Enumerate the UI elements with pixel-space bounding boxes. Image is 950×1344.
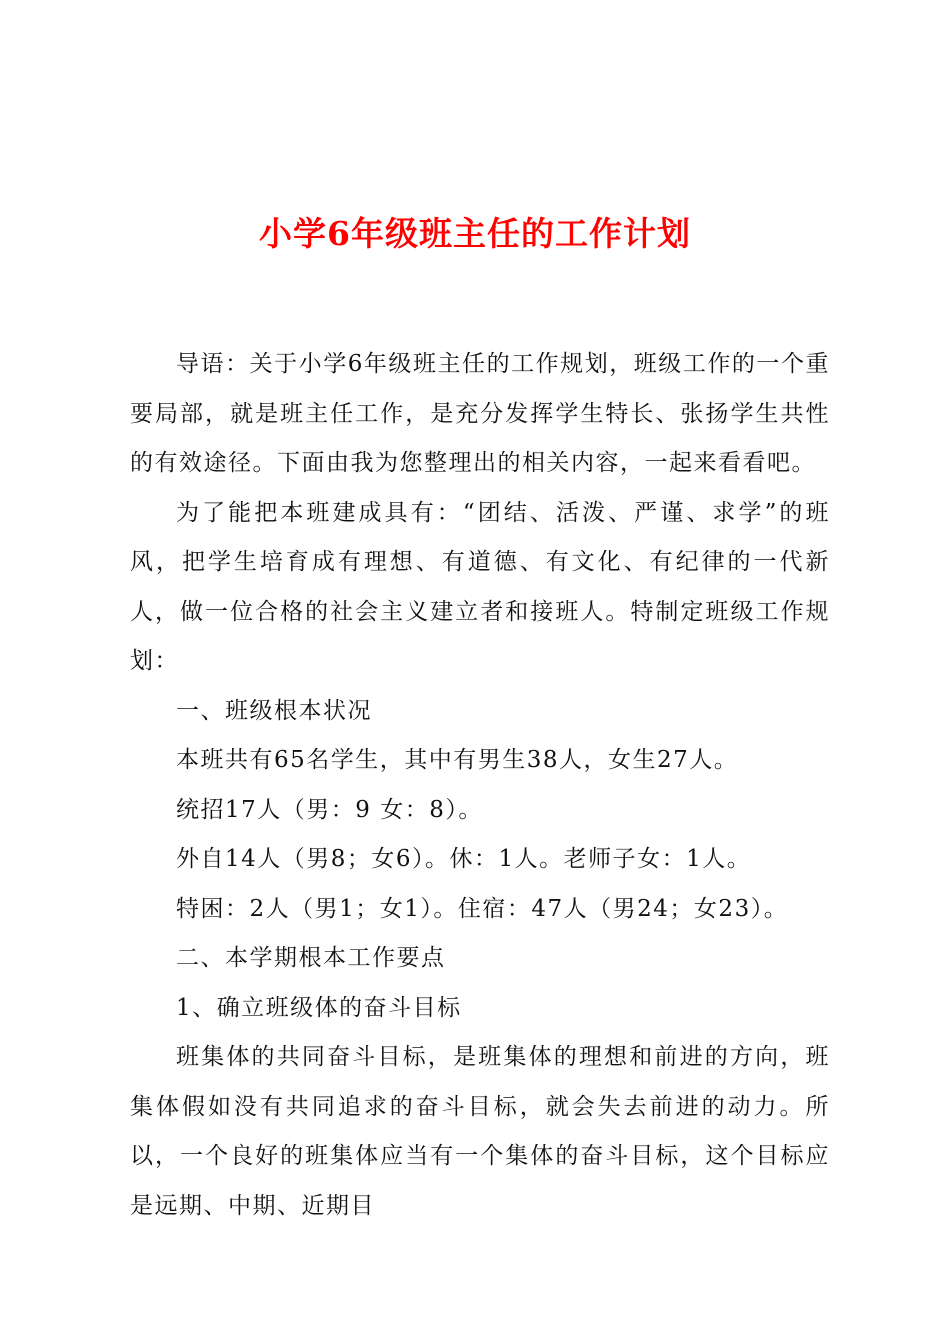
document-title: 小学6年级班主任的工作计划	[259, 214, 691, 253]
document-body	[130, 340, 830, 1231]
paragraph-external: 外自14人（男8；女6）。休：1人。老师子女：1人。	[176, 846, 752, 872]
section-heading-class-status: 一、班级根本状况	[176, 697, 372, 724]
paragraph-goal-detail: 班集体的共同奋斗目标，是班集体的理想和前进的方向，班集体假如没有共同追求的奋斗目标，就会失去前进的动力。所以，一个良好的班集体应当有一个集体的奋斗目标，这个目标应是远期、中期、近期目	[130, 1044, 830, 1219]
section-heading-work-points: 二、本学期根本工作要点	[176, 945, 446, 971]
paragraph-purpose: 为了能把本班建成具有：“团结、活泼、严谨、求学”的班风，把学生培育成有理想、有道德、有文化、有纪律的一代新人，做一位合格的社会主义建立者和接班人。特制定班级工作规划：	[130, 499, 830, 674]
paragraph-student-count: 本班共有65名学生，其中有男生38人，女生27人。	[176, 747, 739, 773]
paragraph-intro: 导语：关于小学6年级班主任的工作规划，班级工作的一个重要局部，就是班主任工作，是充分发挥学生特长、张扬学生共性的有效途径。下面由我为您整理出的相关内容，一起来看看吧。	[130, 351, 830, 476]
paragraph-unified-enrollment: 统招17人（男：9 女：8）。	[176, 796, 483, 823]
paragraph-special-hardship: 特困：2人（男1；女1）。住宿：47人（男24；女23）。	[176, 895, 789, 922]
subsection-heading-goal: 1、确立班级体的奋斗目标	[176, 994, 462, 1021]
